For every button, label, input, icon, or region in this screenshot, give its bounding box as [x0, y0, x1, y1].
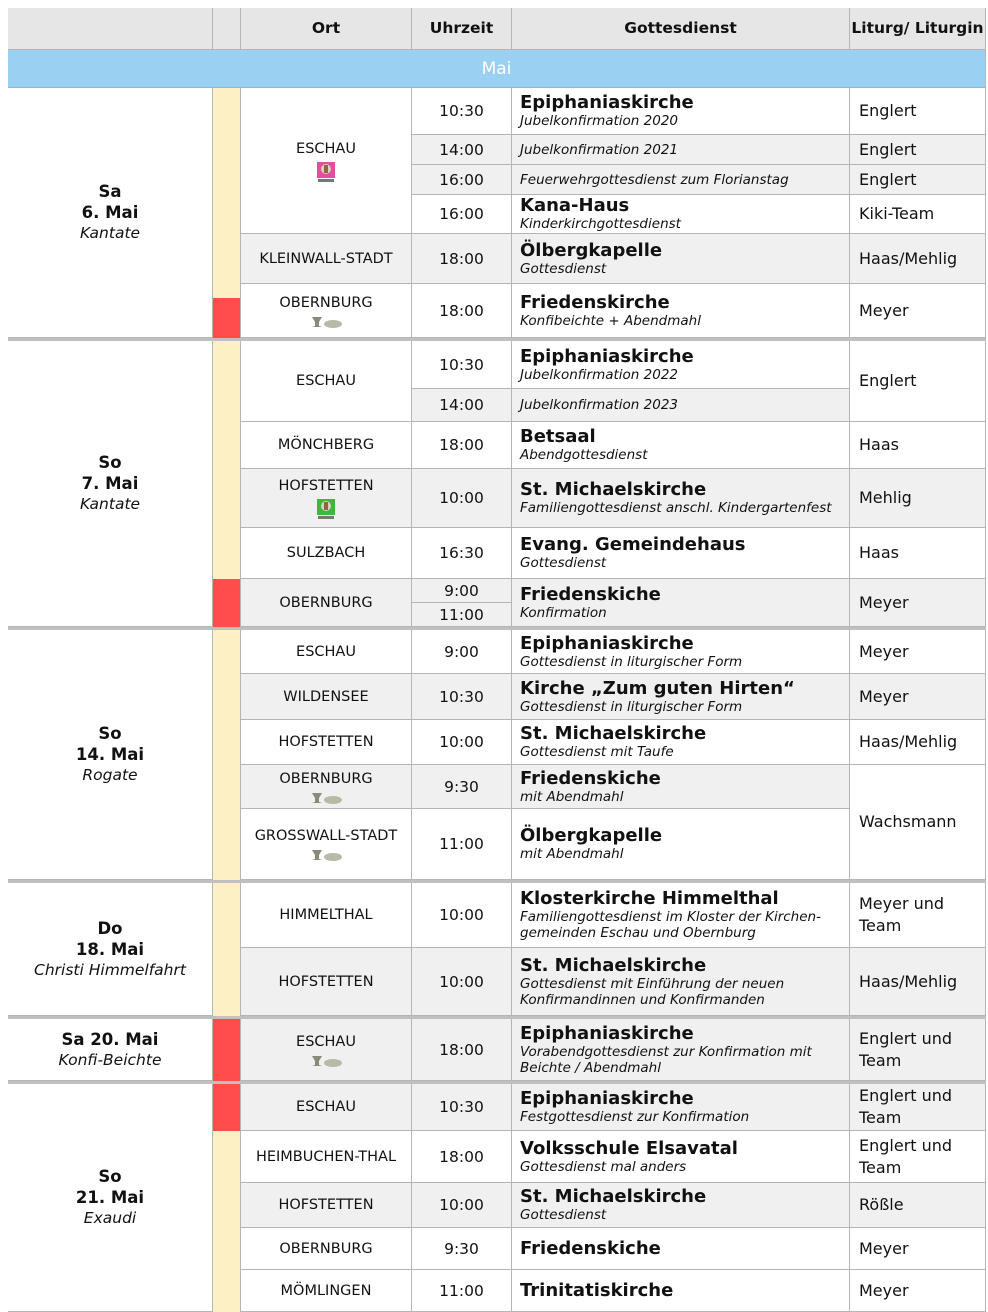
date-label: 18. Mai [75, 939, 145, 959]
service-cell [512, 195, 850, 234]
service-cell [512, 883, 850, 948]
church-name: Volksschule Elsavatal [520, 1137, 738, 1159]
time-value: 10:30 [439, 355, 484, 374]
liturg-name: Mehlig [859, 488, 912, 507]
service-note: Gottesdienst mit Taufe [520, 744, 674, 760]
time-value: 18:00 [439, 1040, 484, 1059]
time-cell [412, 579, 512, 603]
church-name: Epiphaniaskirche [520, 1088, 694, 1109]
liturg-name: Englert [859, 139, 917, 159]
time-value: 10:30 [439, 1098, 484, 1116]
weekday-label: So [98, 1167, 122, 1186]
church-name: Friedenskirche [520, 291, 670, 313]
bread-wine-icon [308, 1054, 344, 1068]
month-banner: Mai [8, 50, 986, 88]
service-cell [512, 579, 850, 627]
church-name: Friedenskiche [520, 767, 661, 789]
time-cell [412, 341, 512, 389]
place-cell [241, 234, 412, 284]
service-cell [512, 1131, 850, 1183]
liturg-cell [850, 765, 986, 880]
service-cell [512, 234, 850, 284]
service-cell [512, 809, 850, 880]
time-cell [412, 948, 512, 1016]
liturg-cell [850, 165, 986, 195]
church-name: Epiphaniaskirche [520, 345, 694, 367]
time-cell [412, 234, 512, 284]
time-cell [412, 389, 512, 422]
liturg-name: Englert [859, 371, 917, 390]
place-cell [241, 630, 412, 674]
time-value: 10:30 [439, 102, 484, 120]
place-cell [241, 1183, 412, 1228]
place-name: ESCHAU [296, 643, 356, 660]
place-name: ESCHAU [296, 140, 356, 157]
place-cell [241, 1228, 412, 1270]
time-cell [412, 1019, 512, 1081]
service-cell [512, 469, 850, 528]
header-marker-column [213, 8, 241, 50]
church-name: Friedenskiche [520, 583, 661, 605]
sacrament-marker [213, 298, 241, 338]
sunday-name: Rogate [82, 766, 138, 784]
church-name: Klosterkirche Himmelthal [520, 888, 779, 909]
bread-wine-icon [308, 848, 344, 862]
time-value: 16:00 [439, 205, 484, 223]
place-cell [241, 765, 412, 809]
liturg-name: Haas [859, 435, 899, 454]
church-badge-icon [316, 161, 336, 183]
weekday-label: So [98, 453, 122, 472]
place-name: SULZBACH [286, 545, 366, 561]
service-cell [512, 948, 850, 1016]
liturg-cell [850, 528, 986, 579]
church-name: Betsaal [520, 426, 596, 447]
church-name: Epiphaniaskirche [520, 92, 694, 113]
marker-strip [213, 883, 241, 1016]
time-cell [412, 165, 512, 195]
date-cell [8, 88, 213, 338]
date-cell [8, 1019, 213, 1081]
time-value: 9:30 [444, 777, 479, 796]
time-cell [412, 422, 512, 469]
date-label: Sa 20. Mai [61, 1029, 159, 1049]
place-name: GROSSWALL-STADT [254, 828, 398, 844]
date-label: 7. Mai [81, 474, 139, 493]
liturg-cell [850, 284, 986, 338]
liturg-cell [850, 630, 986, 674]
liturg-cell [850, 469, 986, 528]
liturg-name: Englert [859, 101, 917, 120]
service-note: Jubelkonfirmation 2021 [520, 141, 678, 158]
header-date-column [8, 8, 213, 50]
sacrament-marker [213, 1084, 241, 1131]
time-value: 11:00 [439, 835, 484, 853]
date-cell [8, 1084, 213, 1312]
liturg-name: Meyer [859, 686, 909, 706]
sunday-name: Christi Himmelfahrt [34, 960, 186, 979]
bread-wine-icon [308, 791, 344, 805]
liturg-name: Meyer [859, 300, 909, 320]
time-value: 10:00 [439, 906, 484, 924]
place-name: HOFSTETTEN [278, 1197, 374, 1213]
place-name: WILDENSEE [283, 688, 369, 705]
time-value: 9:00 [444, 581, 479, 600]
place-name: HIMMELTHAL [279, 907, 373, 923]
place-cell [241, 1270, 412, 1312]
church-name: Trinitatiskirche [520, 1279, 674, 1301]
time-cell [412, 674, 512, 720]
date-cell [8, 341, 213, 627]
church-name: St. Michaelskirche [520, 1186, 707, 1207]
time-value: 18:00 [439, 249, 484, 268]
date-label: 6. Mai [81, 203, 139, 222]
liturg-name: Meyer [859, 1280, 909, 1300]
time-value: 9:00 [444, 642, 479, 661]
header-ort: Ort [241, 8, 412, 50]
place-cell [241, 720, 412, 765]
time-cell [412, 135, 512, 165]
marker-strip [213, 341, 241, 579]
sacrament-marker [213, 579, 241, 627]
place-cell [241, 1084, 412, 1131]
time-value: 10:30 [439, 687, 484, 706]
liturg-name: Meyer [859, 641, 909, 661]
time-cell [412, 1228, 512, 1270]
worship-schedule-table [8, 8, 986, 1312]
liturg-name: Meyer [859, 1238, 909, 1258]
weekday-label: So [98, 724, 122, 743]
time-cell [412, 765, 512, 809]
liturg-cell [850, 88, 986, 135]
service-cell [512, 630, 850, 674]
liturg-cell [850, 135, 986, 165]
liturg-name: Haas/Mehlig [859, 248, 958, 268]
service-cell [512, 674, 850, 720]
place-cell [241, 1019, 412, 1081]
service-cell [512, 422, 850, 469]
place-name: OBERNBURG [279, 594, 373, 611]
service-note: Feuerwehrgottesdienst zum Florianstag [520, 171, 789, 188]
time-cell [412, 88, 512, 135]
sacrament-marker [213, 1019, 241, 1081]
time-value: 11:00 [439, 1281, 484, 1300]
liturg-cell [850, 195, 986, 234]
liturg-cell [850, 579, 986, 627]
service-cell [512, 1183, 850, 1228]
time-value: 14:00 [439, 140, 484, 159]
liturg-cell [850, 341, 986, 422]
service-cell [512, 135, 850, 165]
service-note: Abendgottesdienst [520, 447, 648, 463]
service-note: Gottesdienst [520, 260, 607, 277]
time-cell [412, 1183, 512, 1228]
time-cell [412, 1131, 512, 1183]
service-note: Konfibeichte + Abendmahl [520, 312, 701, 329]
service-note: Festgottesdienst zur Konfirmation [520, 1109, 750, 1125]
liturg-cell [850, 1183, 986, 1228]
liturg-cell [850, 883, 986, 948]
header-uhrzeit: Uhrzeit [412, 8, 512, 50]
service-cell [512, 88, 850, 135]
place-cell [241, 469, 412, 528]
sunday-name: Kantate [79, 495, 141, 513]
place-cell [241, 341, 412, 422]
place-cell [241, 284, 412, 338]
liturg-cell [850, 1228, 986, 1270]
liturg-name: Englert [859, 169, 917, 189]
place-name: ESCHAU [296, 373, 356, 389]
liturg-name: Rößle [859, 1195, 904, 1214]
place-name: ESCHAU [296, 1033, 356, 1050]
service-note: mit Abendmahl [520, 846, 624, 862]
church-name: Kana-Haus [520, 195, 630, 216]
church-name: St. Michaelskirche [520, 954, 707, 976]
time-cell [412, 603, 512, 627]
liturg-cell [850, 1084, 986, 1131]
place-cell [241, 674, 412, 720]
header-gottesdienst: Gottesdienst [512, 8, 850, 50]
church-name: St. Michaelskirche [520, 723, 707, 744]
liturg-name: Englert und Team [859, 1135, 953, 1177]
time-value: 14:00 [439, 396, 484, 414]
liturg-name: Haas [859, 543, 899, 562]
service-cell [512, 341, 850, 389]
time-value: 16:30 [439, 544, 484, 562]
place-name: HOFSTETTEN [278, 973, 374, 990]
place-name: OBERNBURG [279, 294, 373, 311]
service-cell [512, 389, 850, 422]
header-liturg: Liturg/ Liturgin [850, 8, 986, 50]
liturg-name: Haas/Mehlig [859, 732, 958, 751]
time-value: 10:00 [439, 1196, 484, 1214]
date-label: 21. Mai [75, 1188, 145, 1207]
time-cell [412, 720, 512, 765]
service-note: Vorabendgottesdienst zur Konfirmation mit Beichte / Abendmahl [520, 1043, 812, 1076]
sunday-name: Exaudi [83, 1209, 137, 1227]
place-cell [241, 88, 412, 234]
time-value: 11:00 [439, 605, 484, 624]
service-note: Familiengottesdienst anschl. Kindergartenfest [520, 500, 832, 516]
place-cell [241, 528, 412, 579]
service-note: Konfirmation [520, 604, 607, 621]
liturg-cell [850, 422, 986, 469]
church-name: St. Michaelskirche [520, 479, 707, 500]
church-badge-icon [316, 498, 336, 520]
place-name: HEIMBUCHEN-THAL [255, 1148, 397, 1165]
sunday-name: Kantate [79, 224, 141, 242]
place-name: OBERNBURG [279, 770, 373, 787]
time-value: 18:00 [439, 301, 484, 320]
time-value: 9:30 [444, 1239, 479, 1258]
service-cell [512, 1228, 850, 1270]
service-note: Familiengottesdienst im Kloster der Kirchen-gemeinden Eschau und Obernburg [520, 909, 821, 941]
place-cell [241, 948, 412, 1016]
place-name: HOFSTETTEN [278, 478, 374, 494]
liturg-name: Meyer und Team [859, 894, 945, 935]
date-cell [8, 883, 213, 1016]
service-note: Gottesdienst mal anders [520, 1158, 687, 1175]
place-cell [241, 579, 412, 627]
church-name: Kirche „Zum guten Hirten“ [520, 677, 795, 699]
time-cell [412, 630, 512, 674]
service-note: Gottesdienst in liturgischer Form [520, 698, 743, 715]
time-cell [412, 528, 512, 579]
church-name: Epiphaniaskirche [520, 632, 694, 654]
place-cell [241, 883, 412, 948]
liturg-cell [850, 674, 986, 720]
service-note: Gottesdienst mit Einführung der neuen Konfirmandinnen und Konfirmanden [520, 975, 785, 1008]
place-cell [241, 809, 412, 880]
time-value: 18:00 [439, 1147, 484, 1166]
time-value: 16:00 [439, 170, 484, 189]
liturg-name: Englert und Team [859, 1086, 953, 1127]
date-label: 14. Mai [75, 745, 145, 764]
service-cell [512, 765, 850, 809]
time-value: 10:00 [439, 733, 484, 751]
liturg-cell [850, 1019, 986, 1081]
place-name: HOFSTETTEN [278, 734, 374, 750]
service-note: Jubelkonfirmation 2023 [520, 397, 678, 413]
time-value: 10:00 [439, 972, 484, 991]
marker-strip [213, 1131, 241, 1312]
service-cell [512, 1270, 850, 1312]
service-note: Gottesdienst [520, 555, 607, 571]
church-name: Evang. Gemeindehaus [520, 534, 746, 555]
service-cell [512, 528, 850, 579]
time-value: 10:00 [439, 489, 484, 507]
place-name: MÖMLINGEN [280, 1282, 372, 1299]
place-cell [241, 422, 412, 469]
service-cell [512, 1084, 850, 1131]
weekday-label: Do [97, 918, 123, 938]
service-cell [512, 720, 850, 765]
service-note: Kinderkirchgottesdienst [520, 216, 681, 232]
church-name: Ölbergkapelle [520, 239, 663, 261]
time-cell [412, 883, 512, 948]
time-value: 18:00 [439, 436, 484, 454]
church-name: Epiphaniaskirche [520, 1022, 694, 1044]
liturg-cell [850, 1131, 986, 1183]
church-name: Friedenskiche [520, 1237, 661, 1259]
service-cell [512, 165, 850, 195]
liturg-name: Englert und Team [859, 1028, 953, 1070]
place-name: MÖNCHBERG [277, 437, 375, 453]
bread-wine-icon [308, 315, 344, 329]
liturg-name: Meyer [859, 592, 909, 612]
liturg-cell [850, 720, 986, 765]
time-cell [412, 195, 512, 234]
service-note: Gottesdienst in liturgischer Form [520, 653, 743, 670]
church-name: Ölbergkapelle [520, 825, 663, 846]
liturg-cell [850, 1270, 986, 1312]
date-cell [8, 630, 213, 880]
liturg-name: Haas/Mehlig [859, 971, 958, 991]
place-name: ESCHAU [296, 1099, 356, 1115]
time-cell [412, 1270, 512, 1312]
place-cell [241, 1131, 412, 1183]
service-cell [512, 284, 850, 338]
time-cell [412, 284, 512, 338]
service-cell [512, 1019, 850, 1081]
marker-strip [213, 88, 241, 298]
service-note: Gottesdienst [520, 1207, 607, 1223]
place-name: KLEINWALL-STADT [259, 250, 393, 267]
time-cell [412, 809, 512, 880]
liturg-name: Wachsmann [859, 812, 957, 831]
time-cell [412, 1084, 512, 1131]
time-cell [412, 469, 512, 528]
sunday-name: Konfi-Beichte [58, 1050, 162, 1069]
place-name: OBERNBURG [279, 1240, 373, 1257]
service-note: mit Abendmahl [520, 788, 624, 805]
liturg-cell [850, 948, 986, 1016]
weekday-label: Sa [98, 182, 122, 201]
liturg-name: Kiki-Team [859, 204, 935, 223]
service-note: Jubelkonfirmation 2022 [520, 366, 678, 383]
service-note: Jubelkonfirmation 2020 [520, 113, 678, 129]
liturg-cell [850, 234, 986, 284]
marker-strip [213, 630, 241, 880]
